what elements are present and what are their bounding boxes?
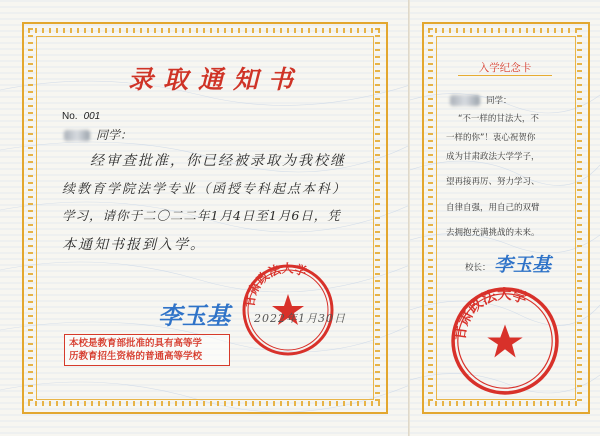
body-line-2: 续教育学院法学专业（函授专科起点本科）: [62, 182, 348, 197]
card-line-3: 成为甘肃政法大学学子，: [446, 152, 540, 162]
frame-pattern-right: [375, 28, 380, 406]
serial-label: No.: [62, 111, 78, 122]
page-title: 录取通知书: [128, 65, 304, 94]
seal-text-right: 甘肃政法大学: [452, 287, 529, 342]
accreditation-notice: [64, 334, 230, 366]
svg-text:甘肃政法大学: [242, 260, 309, 308]
addressee-line: [64, 126, 132, 143]
body-line-1: 经审查批准，你已经被录取为我校继: [90, 153, 346, 169]
card-line-2: 一样的你”！衷心祝贺你: [446, 133, 536, 143]
card-line-6: 去拥抱充满挑战的未来。: [446, 228, 540, 238]
president-signature: 李玉基: [158, 301, 230, 330]
frame-pattern-top-right: [428, 28, 582, 33]
card-greeting-suffix: 同学：: [486, 96, 512, 106]
principal-signature: 李玉基: [494, 254, 552, 276]
svg-text:甘肃政法大学: [452, 286, 530, 341]
card-title: 入学纪念卡: [478, 62, 532, 74]
body-line-4: 本通知书报到入学。: [62, 237, 206, 253]
body-line-3: 学习，请你于二〇二二年1月4日至1月6日，凭: [62, 208, 341, 223]
frame-pattern-right-right: [577, 28, 582, 406]
addressee-suffix: 同学：: [96, 128, 133, 142]
serial-value: 001: [83, 111, 101, 122]
redacted-name-card: [450, 95, 480, 106]
principal-label: 校长：: [465, 263, 491, 273]
card-line-1: “不一样的甘法大，不: [458, 114, 539, 124]
frame-pattern-bottom: [28, 401, 380, 406]
frame-pattern-bottom-right: [428, 401, 582, 406]
notice-line-1: 本校是教育部批准的具有高等学: [69, 338, 203, 349]
card-greeting: [450, 94, 512, 106]
card-line-5: 自律自强，用自己的双臂: [446, 203, 540, 213]
notice-line-2: 历教育招生资格的普通高等学校: [69, 351, 203, 362]
university-seal-right: [446, 282, 564, 400]
card-title-divider: [458, 75, 552, 76]
issue-date: 2022年1月30日: [254, 312, 346, 325]
card-line-4: 望再接再厉、努力学习、: [446, 177, 540, 187]
seal-text: 甘肃政法大学: [242, 261, 309, 309]
redacted-name: [64, 130, 90, 141]
frame-pattern-left-right: [428, 28, 433, 406]
serial-number: [62, 111, 100, 122]
frame-pattern-left: [28, 28, 33, 406]
enrollment-card-page: [410, 0, 600, 436]
frame-pattern-top: [28, 28, 380, 33]
